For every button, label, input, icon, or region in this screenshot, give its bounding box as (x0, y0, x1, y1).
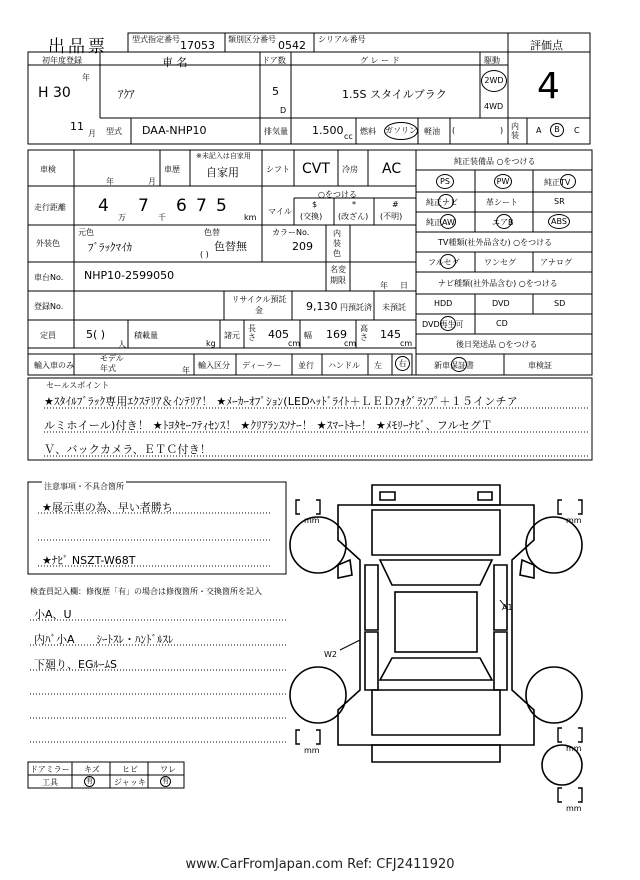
drive-2wd-circled: 2WD (481, 70, 507, 92)
first-reg-year: H 30 (38, 85, 71, 101)
navi-title: ナビ種類(社外品含む) ○をつける (438, 279, 558, 288)
notes-line-1: ★展示車の為、早い者勝ち (42, 501, 173, 514)
equip-navi-circle-mark (438, 194, 454, 209)
length-label: 長さ (248, 324, 256, 342)
later-warranty-circled: 新車保証書 (434, 361, 474, 370)
navi-dvd: DVD (492, 299, 510, 308)
shift-label: シフト (266, 165, 290, 174)
navi-dvd-play-circle-mark (440, 316, 456, 331)
history-note: ※未記入は自家用 (196, 152, 251, 160)
tire-rl-mm: mm (304, 746, 320, 755)
equip-airbag-circled: エアB (492, 218, 514, 227)
width-cm: cm (344, 339, 357, 348)
equip-sr: SR (554, 197, 565, 206)
displacement-value: 1.500 (312, 124, 344, 137)
registration-label: 登録No. (34, 302, 64, 311)
cooler-value: AC (382, 161, 402, 177)
mileage-tamper: (改ざん) (338, 212, 369, 221)
history-value: 自家用 (206, 166, 239, 179)
cc-unit: cc (344, 132, 353, 141)
tire-rr-mm: mm (566, 744, 582, 753)
jack-have-circled: 有 (162, 777, 169, 785)
sales-line-2: ルミホイール)付き！ ★ﾄﾖﾀｾｰﾌﾃｨｾﾝｽ！ ★ｸﾘｱﾗﾝｽｿﾅｰ！ ★ｽﾏｰﾄｷｰ！ ★ﾒﾓﾘｰﾅﾋﾞ、フルセグＴ (44, 419, 493, 432)
type-cert-value: 17053 (180, 39, 215, 52)
navi-cd: CD (496, 319, 508, 328)
first-reg-label: 初年度登録 (42, 56, 82, 65)
interior-label: 内装 (511, 122, 519, 140)
car-name-label: 車 名 (162, 56, 188, 69)
equip-tv-circle-mark (560, 174, 576, 189)
door-mirror-label: ドアミラー (30, 765, 70, 774)
import-dealer: ディーラー (242, 361, 282, 370)
handle-left: 左 (374, 361, 382, 370)
equip-pw-circled: PW (494, 174, 512, 189)
inspector-label: 検査員記入欄：修復歴「有」の場合は修復箇所・交換箇所を記入 (30, 587, 262, 596)
color-original: ﾌﾞﾗｯｸﾏｲｶ (88, 241, 132, 254)
score-label: 評価点 (530, 39, 563, 52)
navi-sd: SD (554, 299, 566, 308)
tire-fl-mm: mm (304, 516, 320, 525)
tools-have-circled: 有 (86, 777, 93, 785)
fuel-gas-circled: ガソリン (384, 122, 418, 140)
doors-value: 5 (272, 85, 279, 98)
crack-label: ヒビ (122, 765, 138, 774)
sales-label: セールスポイント (46, 381, 110, 390)
first-reg-month-unit: 月 (88, 129, 96, 138)
tv-fullseg-circled: フルセグ (428, 258, 460, 267)
model-value: DAA-NHP10 (142, 124, 207, 137)
shift-value: CVT (302, 161, 330, 177)
tire-fr-mm: mm (566, 516, 582, 525)
length-cm: cm (288, 339, 301, 348)
inspector-line-1: 小A、U (34, 608, 72, 621)
name-change-year-unit: 年 (380, 281, 388, 290)
color-change: 色替無 (214, 240, 247, 253)
length-value: 405 (268, 328, 289, 341)
mileage-digit-1: 4 (98, 196, 109, 216)
mileage-man: 万 (118, 213, 126, 222)
tv-analog: アナログ (540, 258, 572, 267)
fuel-diesel: 軽油 (424, 127, 440, 136)
notes-line-3: ★ﾅﾋﾞ NSZT-W68T (42, 554, 136, 567)
later-warranty-circle-mark (451, 357, 467, 372)
sales-line-1: ★ｽﾀｲﾙﾌﾞﾗｯｸ専用ｴｸｽﾃﾘｱ＆ｲﾝﾃﾘｱ！ ★ﾒｰｶｰｵﾌﾟｼｮﾝ(LEDﾍｯﾄﾞﾗｲﾄ＋ＬＥＤﾌｫｸﾞﾗﾝﾌﾟ＋１５インチア (44, 395, 518, 408)
tv-fullseg-circle-mark (440, 254, 456, 269)
type-cert-label: 型式指定番号 (132, 35, 180, 44)
tv-title: TV種類(社外品含む) ○をつける (438, 238, 553, 247)
width-value: 169 (326, 328, 347, 341)
scratch-label: キズ (84, 765, 100, 774)
color-original-label: 元色 (78, 228, 94, 237)
import-label: 輸入車のみ (34, 361, 74, 370)
handle-label: ハンドル (328, 361, 360, 370)
color-change-label: 色替 (204, 228, 220, 237)
notes-label: 注意事項・不具合箇所 (44, 482, 124, 491)
import-type-label: 輸入区分 (198, 361, 230, 370)
handle-right-circled: 右 (395, 356, 410, 371)
height-cm: cm (400, 339, 413, 348)
diagram-mark-w2: W2 (324, 650, 337, 659)
mileage-circle-note: ○をつける (318, 190, 357, 199)
mileage-unknown: (不明) (380, 212, 403, 221)
equip-aw-circled: 純正AW (426, 218, 455, 227)
mileage-exchange-symbol: $ (312, 200, 318, 209)
interior-color-label: 内装色 (333, 229, 341, 258)
score-value: 4 (537, 66, 560, 107)
car-name-value: ｱｸｱ (118, 88, 135, 101)
grade-value: 1.5S スタイルブラク (342, 88, 447, 101)
color-no-label: カラーNo. (272, 228, 310, 237)
interior-grade-a: A (536, 126, 542, 135)
chassis-value: NHP10-2599050 (84, 269, 175, 282)
tire-spare-mm: mm (566, 804, 582, 813)
diagram-mark-a1: A1 (502, 603, 513, 612)
cooler-label: 冷房 (342, 165, 358, 174)
footer-watermark: www.CarFromJapan.com Ref: CFJ2411920 (185, 857, 455, 872)
equip-airbag-circle-mark (496, 214, 512, 229)
inspector-line-3: 下廻り、EGﾙｰﾑS (34, 658, 117, 671)
chassis-label: 車台No. (34, 273, 64, 282)
mileage-unknown-symbol: # (392, 200, 399, 209)
name-change-day-unit: 日 (400, 281, 408, 290)
mileage-digit-2: 7 (138, 196, 149, 216)
mileage-digit-4: 7 (196, 196, 207, 216)
class-value: 0542 (278, 39, 306, 52)
class-label: 類別区分番号 (228, 35, 276, 44)
recycle-label: リサイクル預託金 (231, 295, 287, 315)
equip-navi-circled: 純正ナビ (426, 198, 458, 207)
import-parallel: 並行 (298, 361, 314, 370)
interior-grade-c: C (574, 126, 580, 135)
inspection-label: 車検 (40, 165, 56, 174)
jack-label: ジャッキ (114, 778, 146, 787)
equipment-title: 純正装備品 ○をつける (454, 157, 536, 166)
color-paren: ( ) (200, 250, 209, 259)
width-label: 幅 (304, 331, 312, 340)
interior-grade-b-circled: B (550, 123, 564, 137)
not-deposited: 未預託 (382, 303, 406, 312)
sales-line-3: Ｖ、バックカメラ、ＥＴＣ付き！ (44, 443, 212, 456)
navi-hdd: HDD (434, 299, 453, 308)
displacement-label: 排気量 (264, 127, 288, 136)
first-reg-month: 11 (70, 120, 84, 133)
tv-oneseg: ワンセグ (484, 258, 516, 267)
car-diagram (290, 485, 582, 785)
name-change-label: 名変期限 (330, 265, 346, 285)
serial-label: シリアル番号 (318, 35, 366, 44)
mileage-label: 走行距離 (34, 203, 66, 212)
fuel-label: 燃料 (360, 127, 376, 136)
mileage-exchange: (交換) (300, 212, 323, 221)
capacity-label: 定員 (40, 331, 56, 340)
mileage-mile: マイル (268, 207, 292, 216)
drive-label: 駆動 (484, 56, 500, 65)
equip-ps-circled: PS (436, 174, 454, 189)
equip-abs-circled: ABS (548, 214, 570, 229)
size-label: 諸元 (224, 331, 240, 340)
navi-dvd-play-circled: DVD再生可 (422, 320, 464, 329)
broken-label: ワレ (160, 765, 176, 774)
inspection-year-unit: 年 (106, 177, 114, 186)
model-label: 型式 (106, 127, 122, 136)
doors-label: ドア数 (262, 56, 286, 65)
equip-tv-circled: 純正TV (544, 178, 571, 187)
later-title: 後日発送品 ○をつける (456, 340, 538, 349)
color-label: 外装色 (36, 239, 60, 248)
equip-leather: 革シート (486, 198, 518, 207)
height-label: 高さ (360, 324, 368, 342)
drive-4wd: 4WD (484, 102, 504, 111)
recycle-value: 9,130 (306, 300, 338, 313)
mileage-sen: 千 (158, 213, 166, 222)
color-no-value: 209 (292, 240, 313, 253)
model-year-unit: 年 (182, 366, 190, 375)
height-value: 145 (380, 328, 401, 341)
mileage-digit-5: 5 (216, 196, 227, 216)
doors-type: D (280, 106, 287, 115)
load-label: 積載量 (134, 331, 158, 340)
later-inspection-cert: 車検証 (528, 361, 552, 370)
grade-label: グ レ ー ド (360, 56, 400, 65)
tools-label: 工具 (42, 778, 58, 787)
mileage-tamper-symbol: * (352, 200, 356, 209)
form-title: 出品票 (48, 37, 108, 57)
recycle-unit: 円預託済 (340, 303, 372, 312)
mileage-digit-3: 6 (176, 196, 187, 216)
mileage-km: km (244, 213, 257, 222)
load-unit: kg (206, 339, 216, 348)
capacity-value: 5( ) (86, 328, 106, 341)
capacity-unit: 人 (118, 340, 126, 349)
inspection-month-unit: 月 (148, 177, 156, 186)
first-reg-year-unit: 年 (82, 73, 90, 82)
equip-aw-circle-mark (440, 214, 456, 229)
history-label: 車歴 (164, 165, 180, 174)
inspector-line-2: 内ﾊﾞ小A ｼｰﾄｽﾚ・ﾊﾝﾄﾞﾙｽﾚ (34, 633, 174, 646)
model-year-label: モデル年式 (100, 354, 124, 373)
